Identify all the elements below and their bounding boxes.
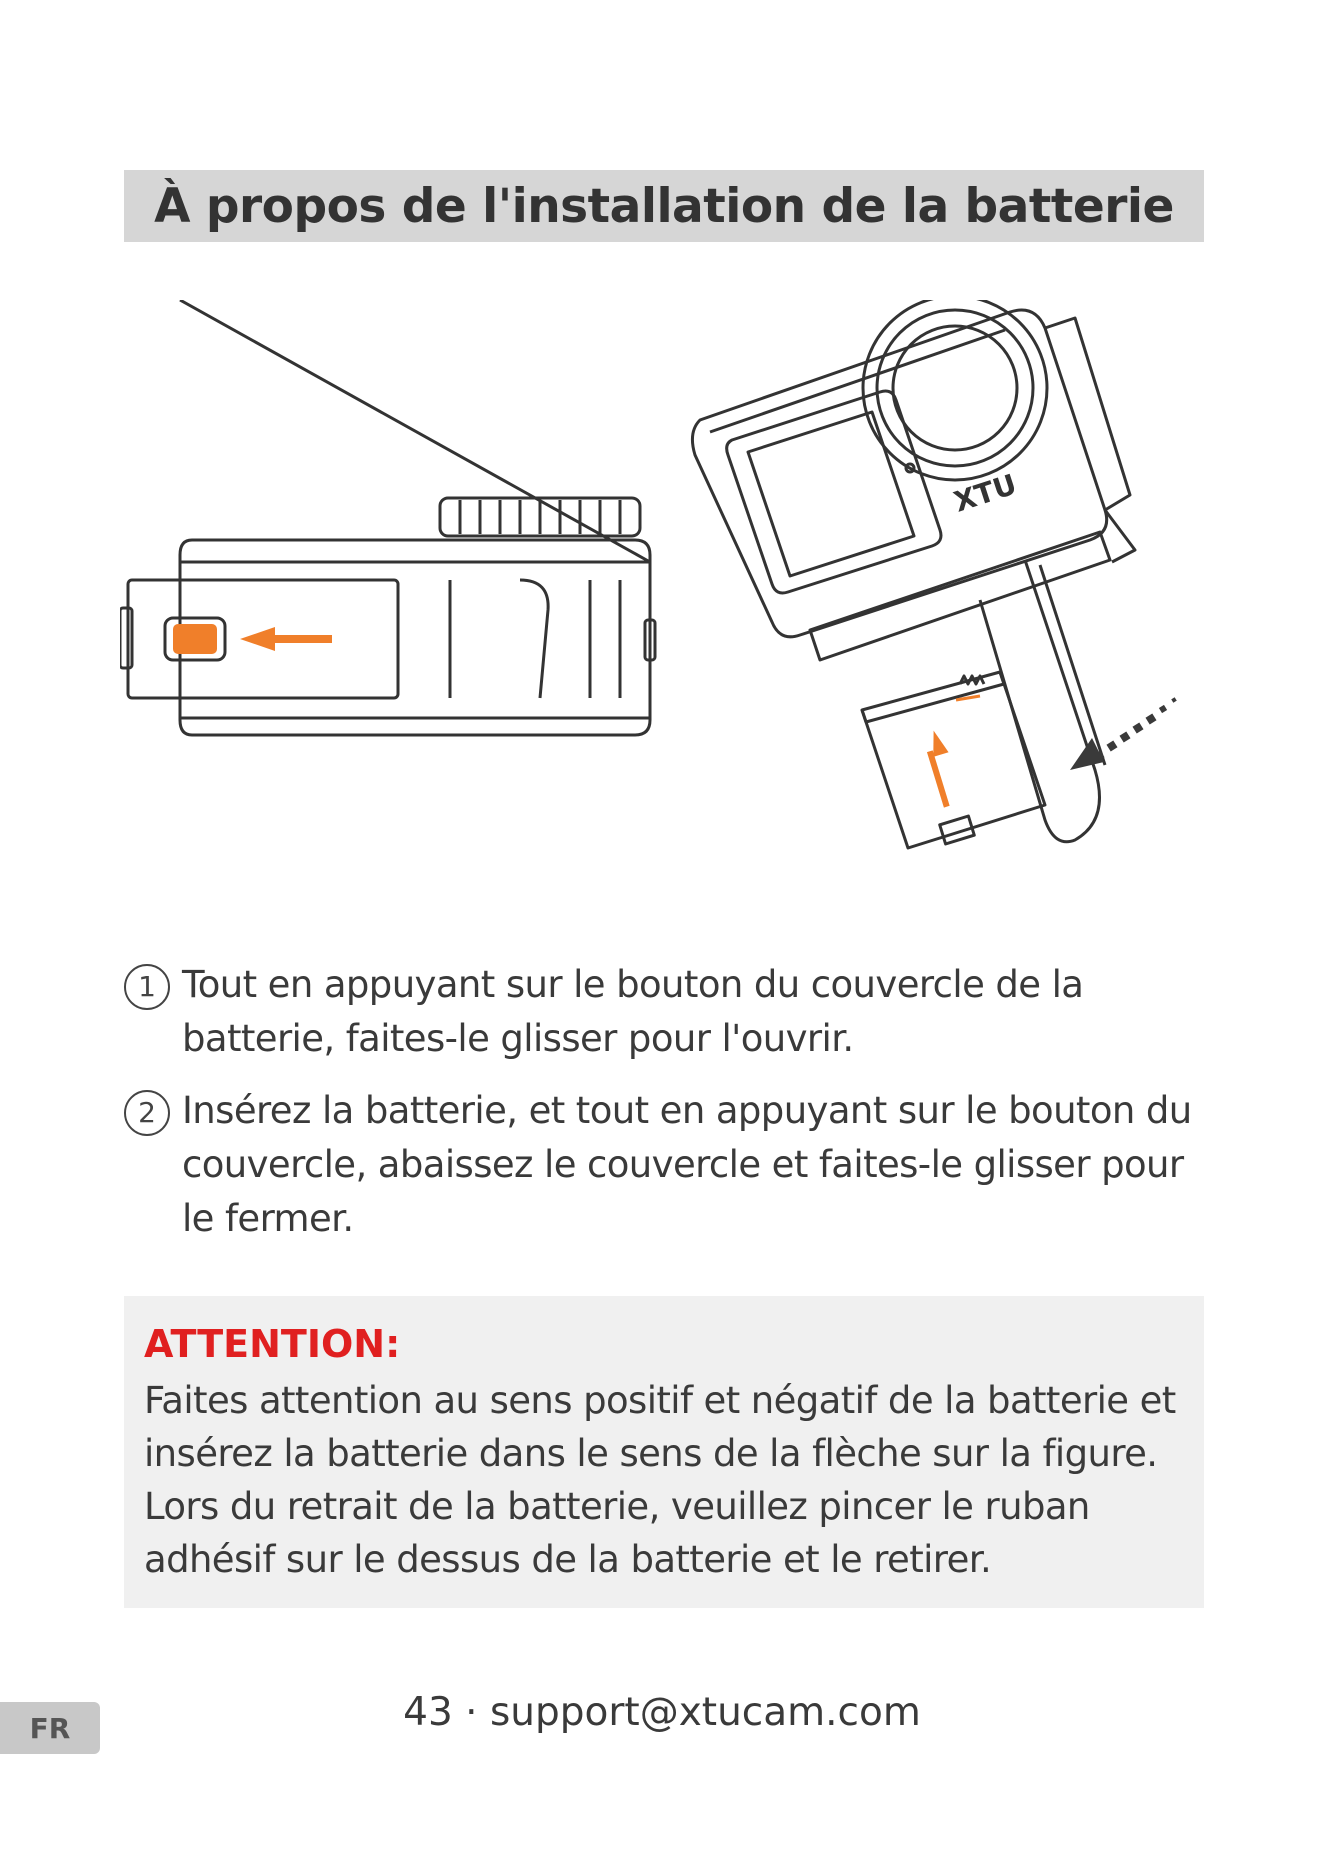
battery-installation-figure xyxy=(120,300,1240,900)
attention-heading: ATTENTION: xyxy=(144,1322,401,1366)
step-number: 1 xyxy=(124,964,170,1010)
language-tab: FR xyxy=(0,1702,100,1754)
page-title: À propos de l'installation de la batterie xyxy=(154,178,1174,234)
step-item xyxy=(124,1084,1224,1246)
battery-insert-arrow xyxy=(926,696,980,808)
release-button-highlight xyxy=(173,624,217,654)
page-footer: 43 · support@xtucam.com xyxy=(403,1690,921,1735)
steps-list xyxy=(124,958,1224,1264)
brand-logo: XTU xyxy=(949,467,1021,519)
slide-direction-arrow xyxy=(240,627,332,651)
step-text: Insérez la batterie, et tout en appuyant sur le bouton du couvercle, abaissez le couvercle et faites-le glisser pour le fermer. xyxy=(182,1089,1192,1240)
camera-side-view xyxy=(120,300,655,735)
title-bar xyxy=(124,170,1204,242)
step-item xyxy=(124,958,1224,1066)
step-number: 2 xyxy=(124,1090,170,1136)
step-text: Tout en appuyant sur le bouton du couvercle de la batterie, faites-le glisser pour l'ouvrir. xyxy=(182,963,1084,1060)
camera-perspective-view xyxy=(692,300,1135,848)
attention-body: Faites attention au sens positif et négatif de la batterie et insérez la batterie dans le sens de la flèche sur la figure. Lors du retrait de la batterie, veuillez pincer le ruban adhésif sur le dessus de la batterie et le retirer. xyxy=(144,1379,1176,1581)
attention-box xyxy=(124,1296,1204,1608)
